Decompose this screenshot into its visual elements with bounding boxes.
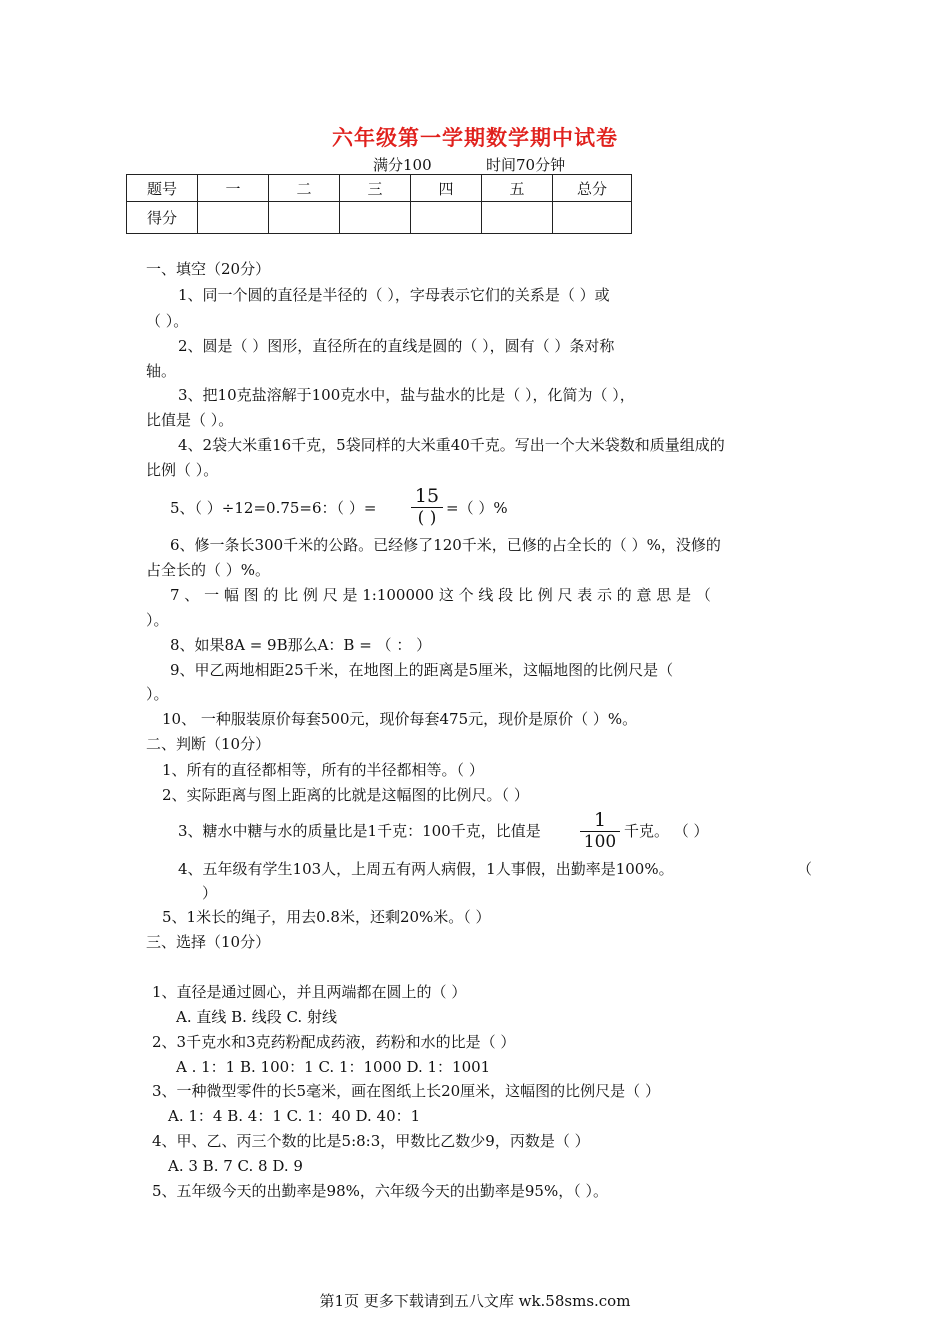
question-text: 9、甲乙两地相距25千米，在地图上的距离是5厘米，这幅地图的比例尺是（ bbox=[170, 661, 674, 679]
page-footer: 第1页 更多下载请到五八文库 wk.58sms.com bbox=[319, 1292, 631, 1310]
answer-options: A. 3 B. 7 C. 8 D. 9 bbox=[168, 1157, 303, 1175]
fraction bbox=[580, 810, 620, 851]
question-text: =（ ）% bbox=[446, 499, 508, 517]
score-table-cell: 总分 bbox=[553, 175, 632, 202]
score-table-score-row bbox=[127, 202, 632, 234]
question-text: 5、1米长的绳子，用去0.8米，还剩20%米。（ ） bbox=[162, 908, 491, 926]
section1-heading: 一、填空（20分） bbox=[146, 260, 271, 278]
answer-options: A. 1：4 B. 4：1 C. 1：40 D. 40：1 bbox=[168, 1107, 421, 1125]
question-text: 1、直径是通过圆心，并且两端都在圆上的（ ） bbox=[152, 983, 467, 1001]
score-entry-cell[interactable] bbox=[198, 202, 269, 234]
fraction-numerator: 1 bbox=[593, 809, 607, 831]
question-text: 7 、 一 幅 图 的 比 例 尺 是 1:100000 这 个 线 段 比 例 尺 表 示 的 意 思 是 （ bbox=[170, 586, 711, 604]
page-title: 六年级第一学期数学期中试卷 bbox=[332, 125, 618, 150]
score-table bbox=[126, 174, 632, 234]
question-text: 千克。 （ ） bbox=[624, 822, 709, 840]
question-text: 8、如果8A = 9B那么A：B = （ ： ） bbox=[170, 636, 432, 654]
question-text: 4、五年级有学生103人，上周五有两人病假，1人事假，出勤率是100%。 bbox=[178, 860, 674, 878]
full-score: 满分100 bbox=[373, 156, 432, 174]
fraction-denominator: ( ) bbox=[417, 508, 437, 528]
question-text: 4、甲、乙、丙三个数的比是5:8:3，甲数比乙数少9，丙数是（ ） bbox=[152, 1132, 590, 1150]
question-text: ） bbox=[202, 884, 218, 902]
question-text: 5、（ ）÷12=0.75=6：（ ）= bbox=[170, 499, 377, 517]
question-text: 1、同一个圆的直径是半径的（ ），字母表示它们的关系是（ ）或 bbox=[178, 286, 610, 304]
question-text: 轴。 bbox=[146, 362, 177, 380]
score-table-cell: 五 bbox=[482, 175, 553, 202]
score-table-cell: 二 bbox=[269, 175, 340, 202]
answer-options: A. 直线 B. 线段 C. 射线 bbox=[176, 1008, 337, 1026]
question-text: 4、2袋大米重16千克，5袋同样的大米重40千克。写出一个大米袋数和质量组成的 bbox=[178, 436, 725, 454]
fraction bbox=[411, 486, 443, 527]
question-text: 1、所有的直径都相等，所有的半径都相等。（ ） bbox=[162, 761, 484, 779]
question-text: 2、3千克水和3克药粉配成药液，药粉和水的比是（ ） bbox=[152, 1033, 516, 1051]
question-text: 3、把10克盐溶解于100克水中，盐与盐水的比是（ ），化简为（ ）， bbox=[178, 386, 635, 404]
score-table-cell: 三 bbox=[340, 175, 411, 202]
score-table-header-row bbox=[127, 175, 632, 202]
question-text: 2、实际距离与图上距离的比就是这幅图的比例尺。（ ） bbox=[162, 786, 529, 804]
score-table-cell: 得分 bbox=[127, 202, 198, 234]
score-entry-cell[interactable] bbox=[269, 202, 340, 234]
question-text: 5、五年级今天的出勤率是98%，六年级今天的出勤率是95%，（ ）。 bbox=[152, 1182, 608, 1200]
answer-options: A . 1：1 B. 100：1 C. 1：1000 D. 1：1001 bbox=[176, 1058, 491, 1076]
exam-time: 时间70分钟 bbox=[486, 156, 566, 174]
score-table-cell: 一 bbox=[198, 175, 269, 202]
question-text: 10、 一种服装原价每套500元，现价每套475元，现价是原价（ ）%。 bbox=[162, 710, 638, 728]
score-table-cell: 题号 bbox=[127, 175, 198, 202]
question-text: 6、修一条长300千米的公路。已经修了120千米，已修的占全长的（ ）%，没修的 bbox=[170, 536, 721, 554]
fraction-numerator: 15 bbox=[414, 485, 440, 507]
score-entry-cell[interactable] bbox=[553, 202, 632, 234]
section2-heading: 二、判断（10分） bbox=[146, 735, 271, 753]
question-text: 比值是（ ）。 bbox=[146, 411, 234, 429]
question-text: 3、糖水中糖与水的质量比是1千克：100千克，比值是 bbox=[178, 822, 541, 840]
score-entry-cell[interactable] bbox=[482, 202, 553, 234]
fraction-denominator: 100 bbox=[583, 832, 617, 852]
score-table-cell: 四 bbox=[411, 175, 482, 202]
question-text: ）。 bbox=[146, 611, 169, 629]
question-text: （ bbox=[797, 860, 813, 878]
question-text: 占全长的（ ）%。 bbox=[146, 561, 271, 579]
score-entry-cell[interactable] bbox=[340, 202, 411, 234]
question-text: 比例（ ）。 bbox=[146, 461, 219, 479]
section3-heading: 三、选择（10分） bbox=[146, 933, 271, 951]
question-text: 2、圆是（ ）图形，直径所在的直线是圆的（ ），圆有（ ）条对称 bbox=[178, 337, 615, 355]
score-entry-cell[interactable] bbox=[411, 202, 482, 234]
question-text: 3、一种微型零件的长5毫米，画在图纸上长20厘米，这幅图的比例尺是（ ） bbox=[152, 1082, 660, 1100]
question-text: （ ）。 bbox=[146, 312, 189, 330]
question-text: ）。 bbox=[146, 685, 169, 703]
